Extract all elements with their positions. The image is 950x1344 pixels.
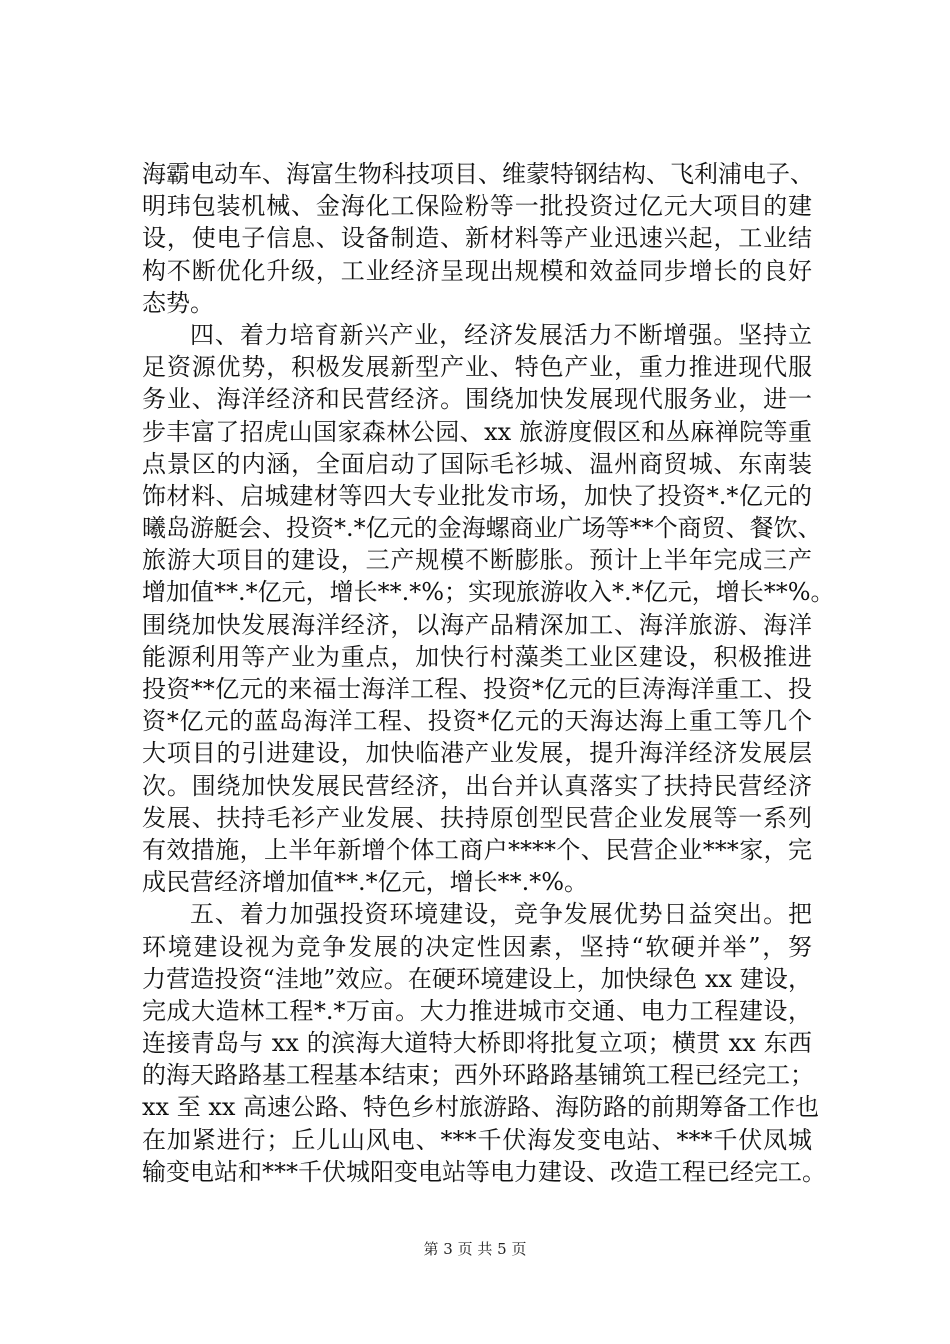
text-line: 发展、扶持毛衫产业发展、扶持原创型民营企业发展等一系列 bbox=[142, 803, 812, 832]
text-line: 海霸电动车、海富生物科技项目、维蒙特钢结构、飞利浦电子、 bbox=[142, 160, 814, 188]
text-line: 态势。 bbox=[142, 288, 214, 317]
text-line: 务业、海洋经济和民营经济。围绕加快发展现代服务业，进一 bbox=[142, 385, 812, 414]
text-line: 在加紧进行；丘儿山风电、***千伏海发变电站、***千伏凤城 bbox=[142, 1125, 812, 1154]
text-line: 环境建设视为竞争发展的决定性因素，坚持“软硬并举”，努 bbox=[142, 932, 812, 961]
text-line: 增加值**.*亿元，增长**.*%；实现旅游收入*.*亿元，增长**%。 bbox=[142, 578, 835, 607]
section-five-first-line: 五、着力加强投资环境建设，竞争发展优势日益突出。把 bbox=[190, 900, 812, 929]
text-line: 完成大造林工程*.*万亩。大力推进城市交通、电力工程建设， bbox=[142, 996, 812, 1025]
text-line: 能源利用等产业为重点，加快行村藻类工业区建设，积极推进 bbox=[142, 642, 812, 671]
text-line: 连接青岛与 xx 的滨海大道特大桥即将批复立项；横贯 xx 东西 bbox=[142, 1029, 812, 1058]
text-line: 设，使电子信息、设备制造、新材料等产业迅速兴起，工业结 bbox=[142, 224, 812, 253]
section-four-first-line: 四、着力培育新兴产业，经济发展活力不断增强。坚持立 bbox=[190, 320, 812, 349]
text-line: 明玮包装机械、金海化工保险粉等一批投资过亿元大项目的建 bbox=[142, 192, 812, 221]
text-line: 大项目的引进建设，加快临港产业发展，提升海洋经济发展层 bbox=[142, 739, 812, 768]
text-line: 饰材料、启城建材等四大专业批发市场，加快了投资*.*亿元的 bbox=[142, 481, 812, 510]
text-line: 的海天路路基工程基本结束；西外环路路基铺筑工程已经完工； bbox=[142, 1061, 814, 1090]
text-line: 输变电站和***千伏城阳变电站等电力建设、改造工程已经完工。 bbox=[142, 1157, 826, 1186]
text-line: 构不断优化升级，工业经济呈现出规模和效益同步增长的良好 bbox=[142, 256, 812, 285]
text-line: 点景区的内涵，全面启动了国际毛衫城、温州商贸城、东南装 bbox=[142, 449, 812, 478]
text-line: 足资源优势，积极发展新型产业、特色产业，重力推进现代服 bbox=[142, 353, 812, 382]
text-line: 投资**亿元的来福士海洋工程、投资*亿元的巨涛海洋重工、投 bbox=[142, 675, 812, 703]
text-line: 围绕加快发展海洋经济，以海产品精深加工、海洋旅游、海洋 bbox=[142, 610, 812, 639]
text-line: 旅游大项目的建设，三产规模不断膨胀。预计上半年完成三产 bbox=[142, 546, 812, 575]
text-line: 次。围绕加快发展民营经济，出台并认真落实了扶持民营经济 bbox=[142, 771, 812, 800]
page-number-footer: 第 3 页 共 5 页 bbox=[423, 1240, 527, 1258]
text-line: 曦岛游艇会、投资*.*亿元的金海螺商业广场等**个商贸、餐饮、 bbox=[142, 514, 822, 543]
text-line: 步丰富了招虎山国家森林公园、xx 旅游度假区和丛麻禅院等重 bbox=[142, 417, 812, 446]
text-line: 成民营经济增加值**.*亿元，增长**.*%。 bbox=[142, 868, 589, 897]
text-line: 有效措施，上半年新增个体工商户****个、民营企业***家，完 bbox=[142, 835, 812, 864]
text-line: 力营造投资“洼地”效应。在硬环境建设上，加快绿色 xx 建设， bbox=[142, 964, 812, 993]
body-text bbox=[142, 158, 835, 1188]
text-line: 资*亿元的蓝岛海洋工程、投资*亿元的天海达海上重工等几个 bbox=[142, 707, 812, 736]
text-line: xx 至 xx 高速公路、特色乡村旅游路、海防路的前期筹备工作也 bbox=[142, 1093, 820, 1122]
